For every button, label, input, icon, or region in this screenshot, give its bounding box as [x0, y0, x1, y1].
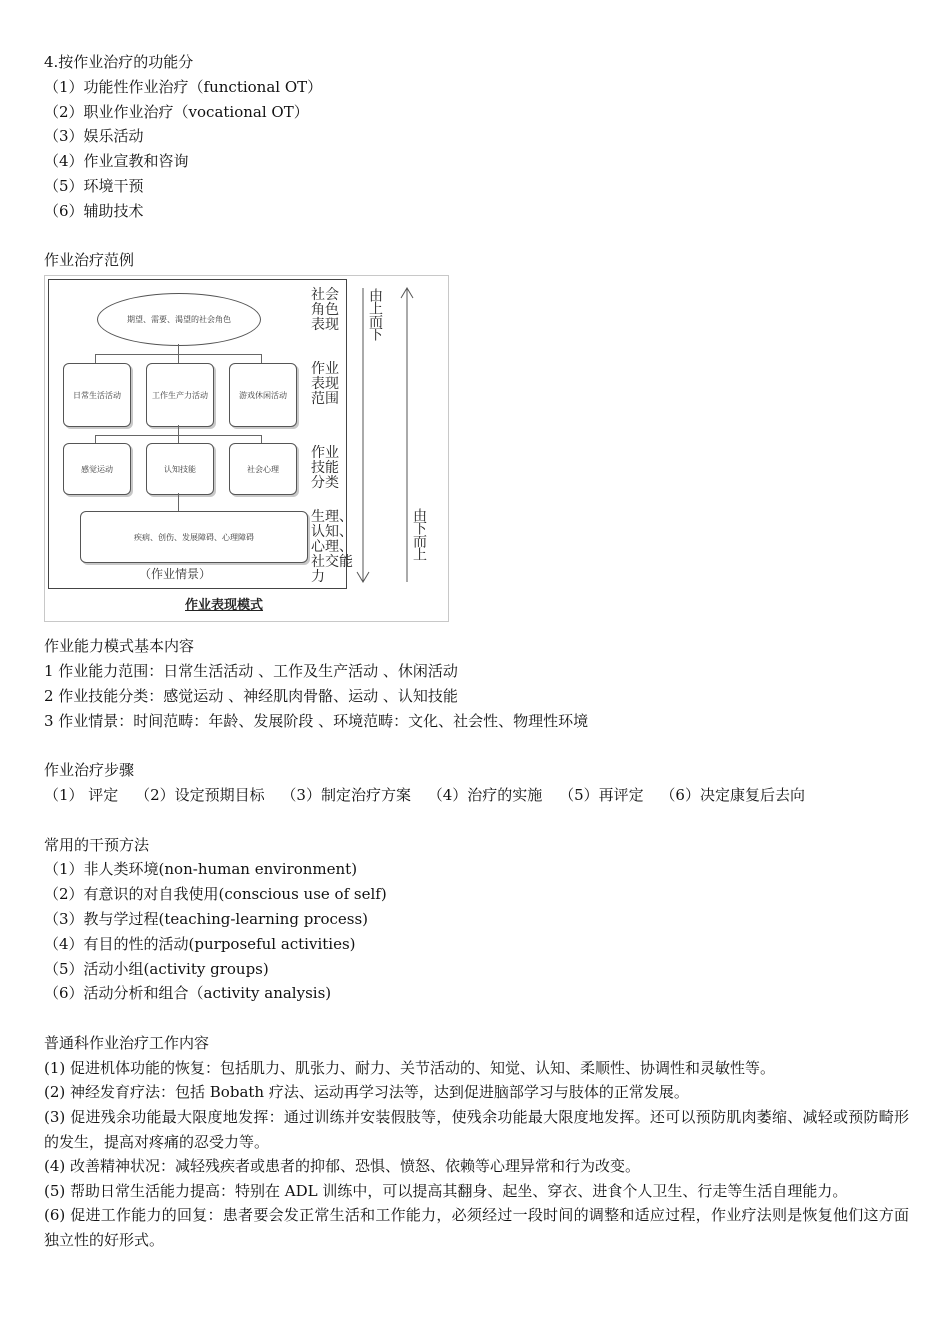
general-item: (4) 改善精神状况：减轻残疾者或患者的抑郁、恐惧、愤怒、依赖等心理异常和行为改变。 [44, 1157, 641, 1176]
functional-item: （2）职业作业治疗（vocational OT） [44, 102, 309, 121]
general-title: 普通科作业治疗工作内容 [44, 1033, 210, 1052]
step-item: （6）决定康复后去向 [660, 785, 805, 804]
ability-model-item: 1 作业能力范围：日常生活活动 、工作及生产活动 、休闲活动 [44, 661, 458, 680]
methods-title: 常用的干预方法 [44, 835, 150, 854]
functional-item: （1）功能性作业治疗（functional OT） [44, 77, 323, 96]
work-productivity-box: 工作生产力活动 [146, 363, 214, 427]
bottom-up-label: 由下而上 [411, 508, 427, 561]
method-item: （3）教与学过程(teaching-learning process) [44, 909, 369, 928]
situation-label: （作业情景） [139, 567, 212, 582]
ability-model-item: 3 作业情景：时间范畴：年龄、发展阶段 、环境范畴：文化、社会性、物理性环境 [44, 711, 589, 730]
step-item: （4）治疗的实施 [427, 785, 543, 804]
social-role-ellipse: 期望、需要、渴望的社会角色 [97, 293, 261, 346]
method-item: （6）活动分析和组合（activity analysis) [44, 984, 332, 1003]
model-title: 作业表现模式 [185, 598, 264, 614]
label-performance-range: 作业表现范围 [311, 361, 339, 408]
label-skill-category: 作业技能分类 [311, 445, 339, 492]
general-item: (3) 促进残余功能最大限度地发挥：通过训练并安装假肢等，使残余功能最大限度地发挥。还可以预防肌肉萎缩、减轻或预防畸形的发生，提高对疼痛的忍受力等。 [44, 1107, 909, 1151]
general-item: (2) 神经发育疗法：包括 Bobath 疗法、运动再学习法等，达到促进脑部学习与肢体的正常发展。 [44, 1083, 689, 1102]
steps-list [44, 783, 909, 808]
step-item: （3）制定治疗方案 [281, 785, 411, 804]
general-item: (6) 促进工作能力的回复：患者要会发正常生活和工作能力，必须经过一段时间的调整和适应过程，作业疗法则是恢复他们这方面独立性的好形式。 [44, 1206, 909, 1249]
label-abilities: 生理、认知、心理、社交能力 [311, 509, 353, 586]
ability-model-item: 2 作业技能分类：感觉运动 、神经肌肉骨骼、运动 、认知技能 [44, 686, 458, 705]
top-down-label: 由上而下 [367, 288, 383, 341]
occupational-performance-diagram [44, 275, 449, 622]
general-item: (1) 促进机体功能的恢复：包括肌力、肌张力、耐力、关节活动的、知觉、认知、柔顺性、协调性和灵敏性等。 [44, 1058, 776, 1077]
functional-item: （4）作业宣教和咨询 [44, 152, 189, 171]
general-item: (5) 帮助日常生活能力提高：特别在 ADL 训练中，可以提高其翻身、起坐、穿衣、进食个人卫生、行走等生活自理能力。 [44, 1181, 848, 1200]
disease-disorder-box: 疾病、创伤、发展障碍、心理障碍 [80, 511, 308, 563]
paradigm-title: 作业治疗范例 [44, 251, 135, 270]
functional-section-title: 4.按作业治疗的功能分 [44, 53, 194, 71]
method-item: （2）有意识的对自我使用(conscious use of self) [44, 885, 387, 904]
leisure-box: 游戏休闲活动 [229, 363, 297, 427]
step-item: （1） 评定 [44, 785, 119, 804]
document-page [44, 50, 909, 1252]
daily-living-box: 日常生活活动 [63, 363, 131, 427]
method-item: （4）有目的性的活动(purposeful activities) [44, 934, 356, 953]
cognitive-box: 认知技能 [146, 443, 214, 495]
step-item: （2）设定预期目标 [135, 785, 265, 804]
label-social-role: 社会角色表现 [311, 287, 339, 334]
steps-title: 作业治疗步骤 [44, 761, 135, 780]
step-item: （5）再评定 [559, 785, 644, 804]
method-item: （5）活动小组(activity groups) [44, 959, 269, 978]
functional-item: （6）辅助技术 [44, 201, 144, 220]
functional-item: （5）环境干预 [44, 176, 144, 195]
sensorimotor-box: 感觉运动 [63, 443, 131, 495]
psychosocial-box: 社会心理 [229, 443, 297, 495]
functional-item: （3）娱乐活动 [44, 127, 144, 146]
method-item: （1）非人类环境(non-human environment) [44, 860, 358, 879]
ability-model-title: 作业能力模式基本内容 [44, 637, 195, 656]
